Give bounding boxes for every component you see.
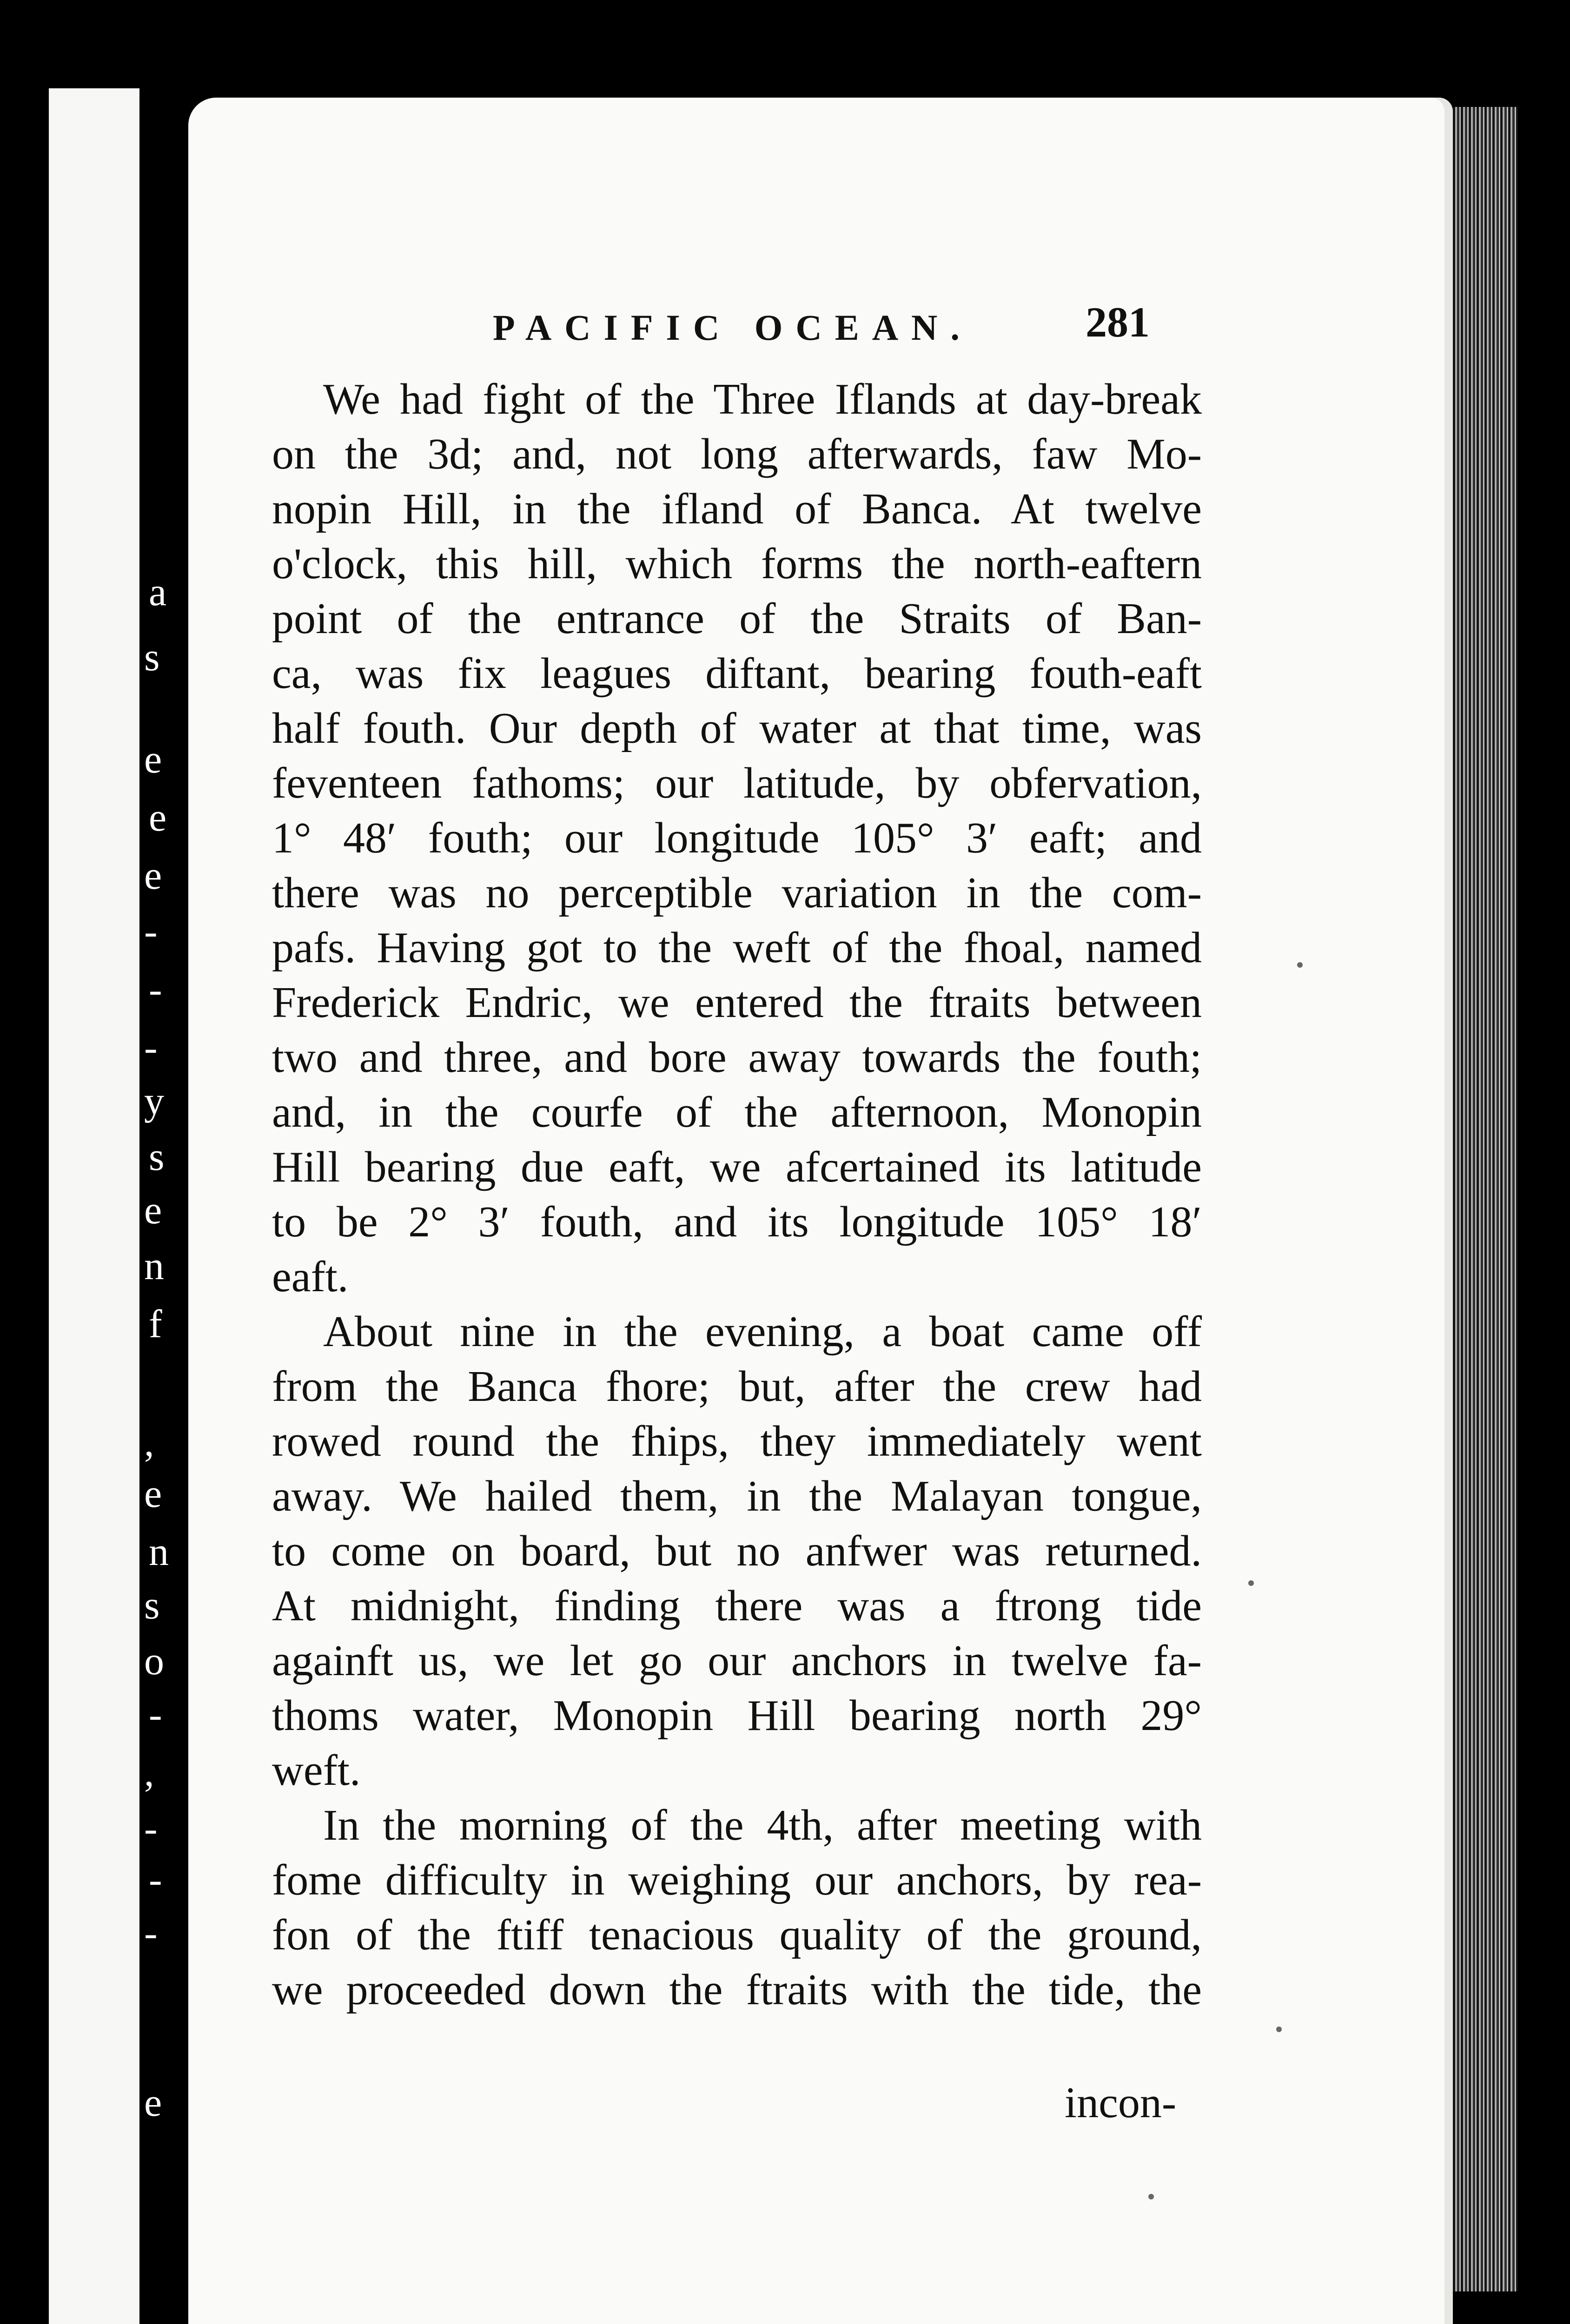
margin-fragment: f [149,1301,162,1346]
text-line: from the Banca fhore; but, after the crew had [272,1362,1202,1411]
margin-fragment: e [144,737,162,781]
body-text [272,372,1202,2017]
text-line: and, in the courfe of the afternoon, Monopin [272,1088,1202,1136]
margin-fragment: - [144,1910,158,1955]
ink-speck [1148,2194,1154,2199]
text-line: eaft. [272,1253,349,1301]
margin-fragment: s [149,1134,165,1179]
text-line: againft us, we let go our anchors in twelve fa- [272,1637,1202,1685]
margin-fragment: e [144,853,162,898]
paragraph [272,372,1202,1304]
text-line: thoms water, Monopin Hill bearing north 29° [272,1691,1202,1740]
text-line: feventeen fathoms; our latitude, by obfervation, [272,759,1202,807]
margin-fragment: , [144,1420,154,1465]
text-line: Hill bearing due eaft, we afcertained its latitude [272,1143,1202,1191]
margin-fragment: n [144,1243,164,1288]
margin-fragment: e [144,1471,162,1516]
text-line: About nine in the evening, a boat came off [323,1307,1202,1356]
margin-fragment: n [149,1529,169,1574]
text-line: At midnight, finding there was a ftrong tide [272,1582,1202,1630]
paragraph [272,1304,1202,1798]
text-line: point of the entrance of the Straits of Ban- [272,594,1202,643]
text-line: rowed round the fhips, they immediately went [272,1417,1202,1466]
paragraph [272,1798,1202,2017]
text-line: o'clock, this hill, which forms the north-eaftern [272,540,1202,588]
margin-fragment: e [149,795,167,839]
margin-fragment: y [144,1078,164,1123]
text-line: to come on board, but no anfwer was returned. [272,1527,1202,1575]
text-line: two and three, and bore away towards the fouth; [272,1033,1202,1082]
text-line: nopin Hill, in the ifland of Banca. At twelve [272,485,1202,533]
text-line: In the morning of the 4th, after meeting with [323,1801,1202,1849]
text-line: pafs. Having got to the weft of the fhoal, named [272,924,1202,972]
margin-fragment: , [144,1750,154,1795]
margin-fragment: - [149,1692,162,1736]
catchword: incon- [1065,2079,1177,2127]
text-line: there was no perceptible variation in the com- [272,869,1202,917]
margin-fragment: e [144,1188,162,1232]
text-line: we proceeded down the ftraits with the tide, the [272,1966,1202,2014]
margin-fragment: s [144,634,160,679]
margin-fragment: a [149,569,167,614]
page-stack-edge [1453,107,1518,2291]
facing-page-edge [49,88,139,2324]
text-line: away. We hailed them, in the Malayan tongue, [272,1472,1202,1520]
running-head: PACIFIC OCEAN. [493,307,973,348]
text-line: weft. [272,1746,361,1795]
margin-fragment: - [144,1025,158,1070]
text-line: fon of the ftiff tenacious quality of the ground, [272,1911,1202,1959]
margin-fragment: - [149,1857,162,1901]
text-line: to be 2° 3′ fouth, and its longitude 105° 18′ [272,1198,1202,1246]
margin-fragment: o [144,1638,164,1683]
margin-fragment: e [144,2080,162,2125]
margin-fragment: - [144,1806,158,1850]
text-line: fome difficulty in weighing our anchors, by rea- [272,1856,1202,1904]
margin-fragment: - [144,909,158,953]
margin-fragment: - [149,967,162,1011]
ink-speck [1248,1580,1254,1586]
margin-fragment: s [144,1583,160,1627]
text-line: We had fight of the Three Iflands at day-break [323,375,1202,423]
text-line: half fouth. Our depth of water at that time, was [272,704,1202,753]
page-number: 281 [1086,298,1150,346]
text-line: ca, was fix leagues diftant, bearing fouth-eaft [272,649,1202,698]
ink-speck [1297,962,1303,968]
text-line: 1° 48′ fouth; our longitude 105° 3′ eaft; and [272,814,1202,862]
ink-speck [1276,2027,1282,2032]
text-line: on the 3d; and, not long afterwards, faw Mo- [272,430,1202,478]
text-line: Frederick Endric, we entered the ftraits between [272,978,1202,1027]
